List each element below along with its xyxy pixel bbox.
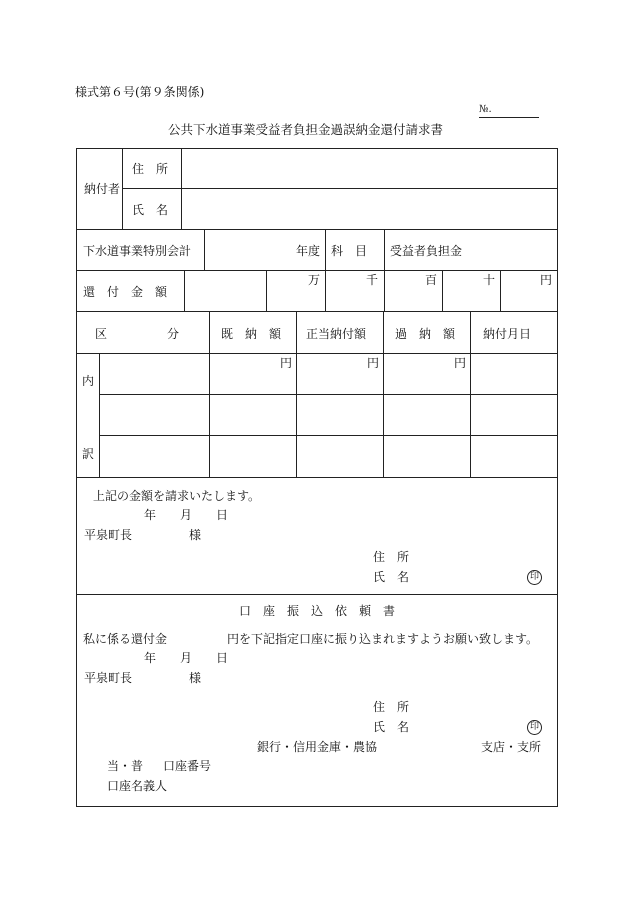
row-line xyxy=(76,311,558,312)
row-line xyxy=(122,188,558,189)
breakdown-side-top: 内 xyxy=(82,374,95,388)
transfer-heading: 口 座 振 込 依 頼 書 xyxy=(239,604,396,618)
transfer-statement: 私に係る還付金 円を下記指定口座に振り込まれますようお願い致します。 xyxy=(83,632,539,646)
breakdown-side-bottom: 訳 xyxy=(82,447,95,461)
col-line xyxy=(99,353,100,477)
transfer-name-label: 氏 名 xyxy=(373,720,410,734)
request-address-label: 住 所 xyxy=(373,550,410,564)
col-line xyxy=(384,270,385,311)
transfer-honorific: 様 xyxy=(189,671,202,685)
col-line xyxy=(500,270,501,311)
item-label: 科 目 xyxy=(331,244,368,258)
col-line xyxy=(325,229,326,270)
request-date: 年 月 日 xyxy=(144,508,229,522)
col-line xyxy=(209,311,210,477)
col-line xyxy=(204,229,205,270)
col-line xyxy=(470,311,471,477)
row-line xyxy=(99,394,558,395)
transfer-seal-icon: 印 xyxy=(527,720,542,735)
payer-name-label: 氏 名 xyxy=(132,203,169,217)
unit-en: 円 xyxy=(540,273,553,287)
header-category: 区 分 xyxy=(95,327,180,341)
unit-ju: 十 xyxy=(483,273,496,287)
header-paid: 既 納 額 xyxy=(221,327,282,341)
row-line xyxy=(99,435,558,436)
unit-sen: 千 xyxy=(366,273,379,287)
unit-hyaku: 百 xyxy=(425,273,438,287)
col-line xyxy=(122,148,123,230)
col-line xyxy=(266,270,267,311)
col-line xyxy=(384,229,385,270)
row-line xyxy=(76,229,558,230)
col-line xyxy=(296,311,297,477)
header-date: 納付月日 xyxy=(483,327,532,341)
refund-amount-label: 還 付 金 額 xyxy=(83,285,168,299)
account-holder-label: 口座名義人 xyxy=(107,779,168,793)
number-underline xyxy=(479,117,539,118)
fiscal-year-label: 年度 xyxy=(296,244,321,258)
row-line xyxy=(76,270,558,271)
bank-types: 銀行・信用金庫・農協 xyxy=(257,740,378,754)
col-line xyxy=(442,270,443,311)
form-code: 様式第６号(第９条関係) xyxy=(75,85,205,99)
yen-overpaid: 円 xyxy=(454,356,467,370)
header-overpaid: 過 納 額 xyxy=(395,327,456,341)
special-account-label: 下水道事業特別会計 xyxy=(83,244,192,258)
item-value: 受益者負担金 xyxy=(390,244,463,258)
account-type: 当・普 xyxy=(107,759,144,773)
yen-proper: 円 xyxy=(367,356,380,370)
col-line xyxy=(325,270,326,311)
row-line xyxy=(76,477,558,478)
transfer-addressee: 平泉町長 xyxy=(84,671,133,685)
yen-paid: 円 xyxy=(280,356,293,370)
form-title: 公共下水道事業受益者負担金過誤納金還付請求書 xyxy=(168,122,444,137)
payer-address-label: 住 所 xyxy=(132,162,169,176)
account-number-label: 口座番号 xyxy=(163,759,212,773)
request-statement: 上記の金額を請求いたします。 xyxy=(93,489,261,503)
row-line xyxy=(76,353,558,354)
payer-label: 納付者 xyxy=(84,182,121,196)
col-line xyxy=(181,148,182,230)
request-seal-icon: 印 xyxy=(527,570,542,585)
col-line xyxy=(383,311,384,477)
request-name-label: 氏 名 xyxy=(373,570,410,584)
number-label: №. xyxy=(479,104,492,115)
branch-types: 支店・支所 xyxy=(481,740,542,754)
row-line xyxy=(76,594,558,595)
request-honorific: 様 xyxy=(189,528,202,542)
request-addressee: 平泉町長 xyxy=(84,528,133,542)
unit-man: 万 xyxy=(308,273,321,287)
col-line xyxy=(184,270,185,311)
header-proper: 正当納付額 xyxy=(306,327,367,341)
transfer-address-label: 住 所 xyxy=(373,700,410,714)
transfer-date: 年 月 日 xyxy=(144,651,229,665)
